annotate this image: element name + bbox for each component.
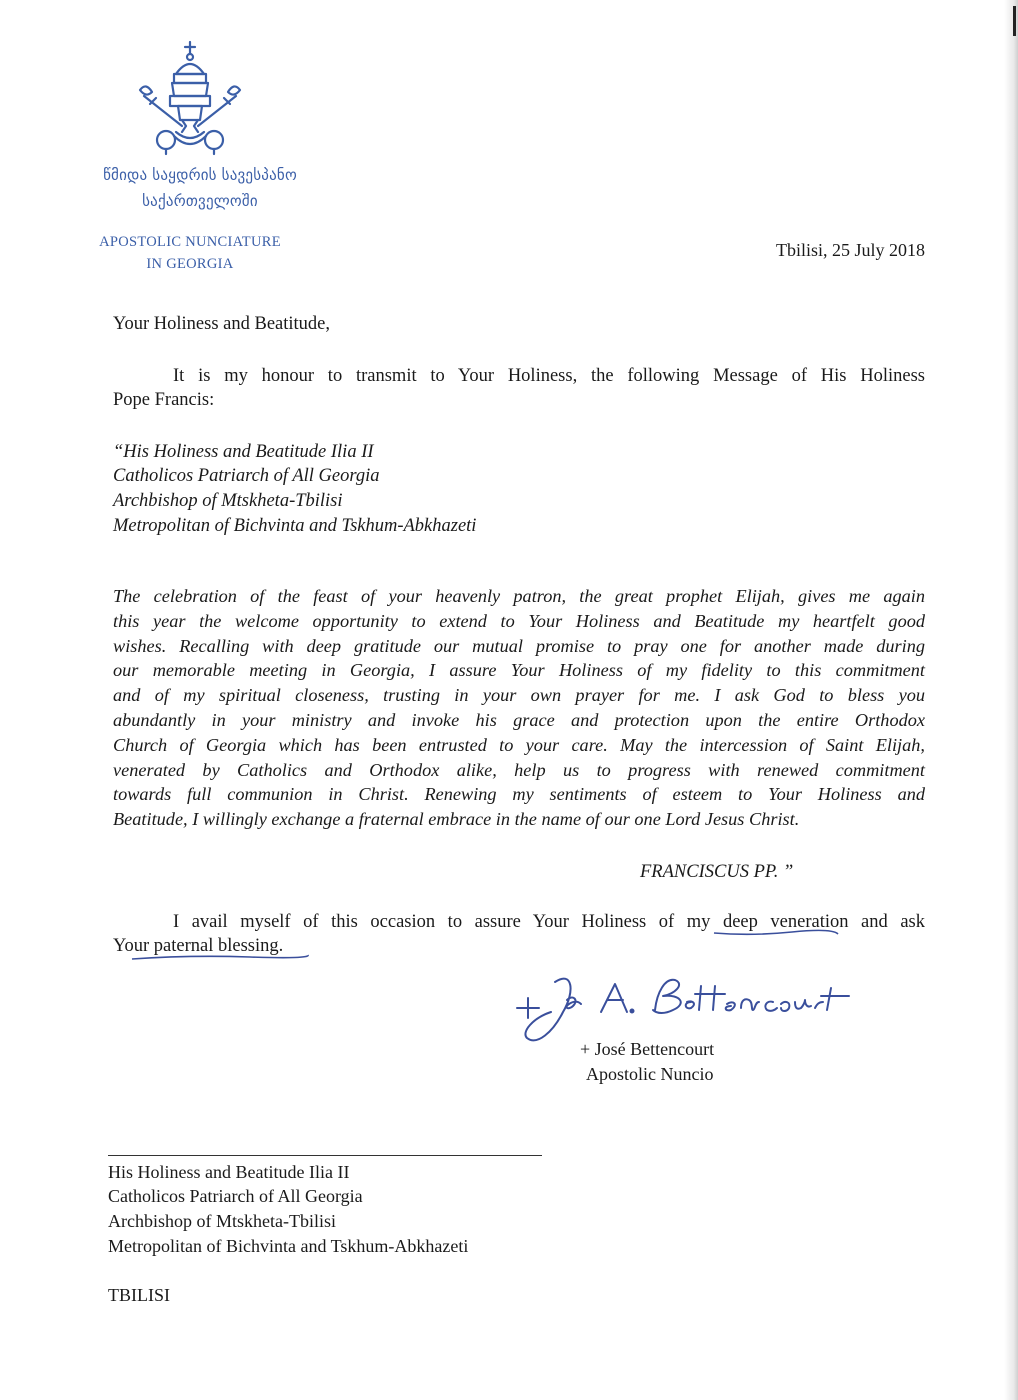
message-body-line: Beatitude, I willingly exchange a fraternal embrace in the name of our one Lord Jesus Christ.: [113, 809, 800, 830]
letter-date: Tbilisi, 25 July 2018: [775, 240, 925, 260]
recipient-line: Catholicos Patriarch of All Georgia: [108, 1186, 363, 1206]
message-body: [113, 584, 925, 832]
recipient-line: Archbishop of Mtskheta-Tbilisi: [108, 1211, 336, 1231]
closing-line-1: I avail myself of this occasion to assure Your Holiness of my deep veneration and ask: [173, 912, 925, 932]
message-body-line: abundantly in your ministry and invoke his grace and protection upon the entire Orthodox: [113, 709, 925, 730]
message-body-line: wishes. Recalling with deep gratitude our mutual promise to pray one for another made during: [113, 635, 925, 656]
closing-line-2: Your paternal blessing.: [113, 936, 284, 956]
message-body-line: and of my spiritual closeness, trusting in your own prayer for me. I ask God to bless you: [113, 685, 925, 706]
message-body-line: venerated by Catholics and Orthodox alike, help us to progress with renewed commitment: [113, 759, 925, 780]
message-body-line: Church of Georgia which has been entrusted to your care. May the intercession of Saint Elijah,: [113, 734, 925, 755]
divider-rule: [108, 1155, 542, 1156]
intro-line-2: Pope Francis:: [113, 390, 215, 410]
message-signoff: FRANCISCUS PP. ”: [640, 862, 794, 882]
message-address-line: “His Holiness and Beatitude Ilia II: [113, 442, 374, 462]
recipient-city: TBILISI: [108, 1285, 170, 1305]
message-body-line: our memorable meeting in Georgia, I assure Your Holiness of my fidelity to this commitment: [113, 660, 925, 681]
message-body-line: The celebration of the feast of your heavenly patron, the great prophet Elijah, gives me again: [113, 586, 925, 606]
intro-line-1: It is my honour to transmit to Your Holiness, the following Message of His Holiness: [173, 366, 925, 386]
message-body-line: this year the welcome opportunity to extend to Your Holiness and Beatitude my heartfelt good: [113, 610, 925, 631]
letterhead-georgian-line1: წმიდა საყდრის სავესპანო: [103, 166, 297, 184]
letterhead-nunciature-line2: IN GEORGIA: [146, 256, 234, 272]
signer-name: + José Bettencourt: [580, 1039, 715, 1059]
papal-emblem-icon: [136, 40, 244, 156]
message-address-line: Metropolitan of Bichvinta and Tskhum-Abkhazeti: [113, 516, 477, 536]
recipient-line: Metropolitan of Bichvinta and Tskhum-Abkhazeti: [108, 1236, 469, 1256]
letterhead-nunciature-line1: APOSTOLIC NUNCIATURE: [99, 234, 281, 250]
underline-mark: [130, 951, 310, 963]
message-address-line: Catholicos Patriarch of All Georgia: [113, 466, 380, 486]
underline-mark: [712, 928, 840, 938]
letterhead-georgian-line2: საქართველოში: [142, 192, 258, 210]
page-edge: [1004, 0, 1018, 1400]
message-address-line: Archbishop of Mtskheta-Tbilisi: [113, 491, 343, 511]
salutation: Your Holiness and Beatitude,: [113, 314, 331, 334]
recipient-line: His Holiness and Beatitude Ilia II: [108, 1162, 350, 1182]
signer-title: Apostolic Nuncio: [586, 1064, 714, 1084]
message-body-line: towards full communion in Christ. Renewing my sentiments of esteem to Your Holiness and: [113, 784, 925, 805]
